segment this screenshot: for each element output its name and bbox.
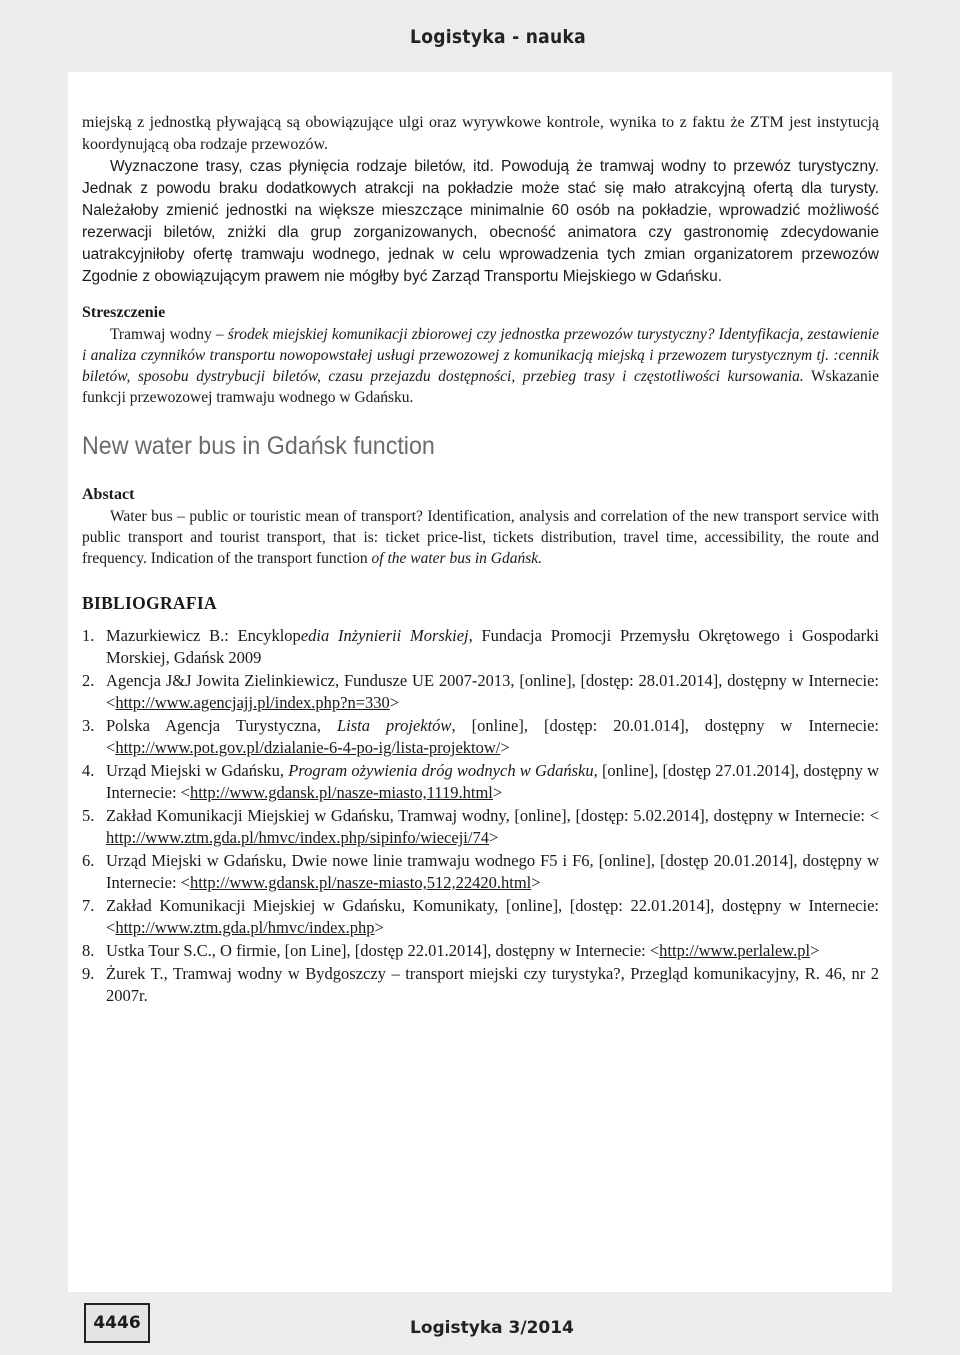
- item-text-cont: , [online], [dostęp 27.01.2014], dostępny w Internecie: <: [106, 761, 879, 802]
- bibliography-item: [82, 670, 879, 714]
- item-text-end: >: [500, 738, 510, 757]
- body-paragraph-2-cont: Należałoby zmienić jednostki na większe mieszczące minimalnie 60 osób na pokładzie, wprowadzić możliwość rezerwacji biletów, zniżki dla grup zorganizowanych, obecność animatora czy gastronomię zdecydowanie uatrakcyjniłoby ofertę tramwaju wodnego, jednak w celu wprowadzenia tych zmian organizatorem przewozów Zgodnie z obowiązującym prawem nie mógłby być Zarząd Transportu Miejskiego w Gdańsku.: [82, 202, 879, 285]
- streszczenie-body: – środek miejskiej komunikacji zbiorowej czy jednostka przewozów turystyczny? Identyfikacja, zestawienie i analiza czynników transportu nowopowstałej usługi przewozowej z komunikacją miejską i przewozem turystycznym tj. :cennik biletów, sposobu dystrybucji biletów, czasu przejazdu dostępności, przebieg trasy i częstotliwości kursowania.: [82, 326, 879, 385]
- item-text: Zakład Komunikacji Miejskiej w Gdańsku, Tramwaj wodny, [online], [dostęp: 5.02.2014], dostępny w Internecie: <: [106, 806, 879, 825]
- body-paragraph-2-sans: Wyznaczone trasy, czas płynięcia rodzaje biletów, itd. Powodują że tramwaj wodny to przewóz turystyczny. Jednak z powodu braku dodatkowych atrakcji na pokładzie może stać się mało atrakcyjną ofertą dla turysty.: [82, 158, 879, 197]
- item-text-end: >: [531, 873, 541, 892]
- item-text: Żurek T., Tramwaj wodny w Bydgoszczy – transport miejski czy turystyka?, Przegląd komunikacyjny, R. 46, nr 2 2007r.: [106, 964, 879, 1005]
- item-number: 5.: [82, 806, 95, 825]
- item-text-end: >: [374, 918, 384, 937]
- item-link[interactable]: http://www.gdansk.pl/nasze-miasto,512,22420.html: [189, 873, 532, 892]
- item-number: 6.: [82, 851, 95, 870]
- page-number-box: 4446: [84, 1303, 150, 1343]
- bibliography-item: [82, 940, 879, 962]
- item-text-end: >: [810, 941, 820, 960]
- item-text: Urząd Miejski w Gdańsku,: [106, 761, 289, 780]
- item-number: 9.: [82, 964, 95, 983]
- item-text-end: >: [389, 693, 400, 712]
- english-title: New water bus in Gdańsk function: [82, 432, 435, 460]
- item-italic: Program ożywienia dróg wodnych w Gdańsku: [288, 761, 594, 780]
- journal-issue: Logistyka 3/2014: [410, 1318, 574, 1338]
- bibliography-item: [82, 760, 879, 804]
- item-link[interactable]: http://www.ztm.gda.pl/hmvc/index.php/sipinfo/wieceji/74: [106, 828, 489, 847]
- bibliography-list: [82, 625, 879, 1007]
- item-text-end: >: [488, 828, 499, 847]
- bibliography-item: [82, 625, 879, 669]
- item-text: Urząd Miejski w Gdańsku, Dwie nowe linie tramwaju wodnego F5 i F6, [online], [dostęp 20.01.2014], dostępny w Internecie: <: [106, 851, 879, 892]
- item-number: 1.: [82, 626, 95, 645]
- item-italic: Lista projektów: [337, 716, 452, 735]
- item-text: Polska Agencja Turystyczna,: [106, 716, 337, 735]
- item-text: Mazurkiewicz B.: Encyklop: [106, 626, 301, 645]
- streszczenie-tail: Wskazanie funkcji przewozowej tramwaju wodnego w Gdańsku.: [82, 368, 879, 406]
- item-text-cont: , Fundacja Promocji Przemysłu Okrętowego i Gospodarki Morskiej, Gdańsk 2009: [106, 626, 879, 667]
- item-italic: edia Inżynierii Morskiej: [300, 626, 469, 645]
- item-number: 4.: [82, 761, 95, 780]
- item-text: Agencja J&J Jowita Zielinkiewicz, Fundusze UE 2007-2013, [online], [dostęp: 28.01.2014], dostępny w Internecie: <: [106, 671, 879, 712]
- abstract-tail: of the water bus in Gdańsk.: [371, 550, 543, 567]
- item-link[interactable]: http://www.gdansk.pl/nasze-miasto,1119.html: [189, 783, 493, 802]
- bibliography-item: [82, 850, 879, 894]
- article-content: [82, 112, 879, 1008]
- bibliography-item: [82, 805, 879, 849]
- item-number: 8.: [82, 941, 95, 960]
- abstract-body: Water bus – public or touristic mean of transport? Identification, analysis and correlation of the new transport service with public transport and tourist transport, that is: ticket price-list, tickets distribution, travel time, accessibility, the route and frequency. Indication of the transport function: [82, 508, 879, 567]
- item-link[interactable]: http://www.perlalew.pl: [659, 941, 811, 960]
- abstract-label: Abstact: [82, 486, 135, 503]
- bibliography-title: BIBLIOGRAFIA: [82, 593, 217, 613]
- item-text-cont: , [online], [dostęp: 20.01.014], dostępny w Internecie: <: [106, 716, 879, 757]
- item-number: 2.: [82, 671, 95, 690]
- streszczenie-text: [82, 324, 879, 408]
- item-text: Ustka Tour S.C., O firmie, [on Line], [dostęp 22.01.2014], dostępny w Internecie: <: [106, 941, 660, 960]
- body-paragraph-2: [82, 156, 879, 288]
- abstract-text: [82, 506, 879, 569]
- streszczenie-label: Streszczenie: [82, 304, 166, 321]
- streszczenie-lead: Tramwaj wodny: [110, 326, 212, 343]
- bibliography-item: [82, 895, 879, 939]
- item-number: 3.: [82, 716, 95, 735]
- item-link[interactable]: http://www.pot.gov.pl/dzialanie-6-4-po-ig/lista-projektow/: [115, 738, 501, 757]
- body-paragraph-1: miejską z jednostką pływającą są obowiązujące ulgi oraz wyrywkowe kontrole, wynika to z faktu że ZTM jest instytucją koordynującą oba rodzaje przewozów.: [82, 114, 879, 153]
- bibliography-item: [82, 715, 879, 759]
- journal-section-title: Logistyka - nauka: [410, 26, 586, 48]
- item-number: 7.: [82, 896, 95, 915]
- item-text: Zakład Komunikacji Miejskiej w Gdańsku, Komunikaty, [online], [dostęp: 22.01.2014], dostępny w Internecie: <: [106, 896, 879, 937]
- item-link[interactable]: http://www.agencjajj.pl/index.php?n=330: [115, 693, 390, 712]
- bibliography-item: [82, 963, 879, 1007]
- item-link[interactable]: http://www.ztm.gda.pl/hmvc/index.php: [115, 918, 375, 937]
- item-text-end: >: [492, 783, 503, 802]
